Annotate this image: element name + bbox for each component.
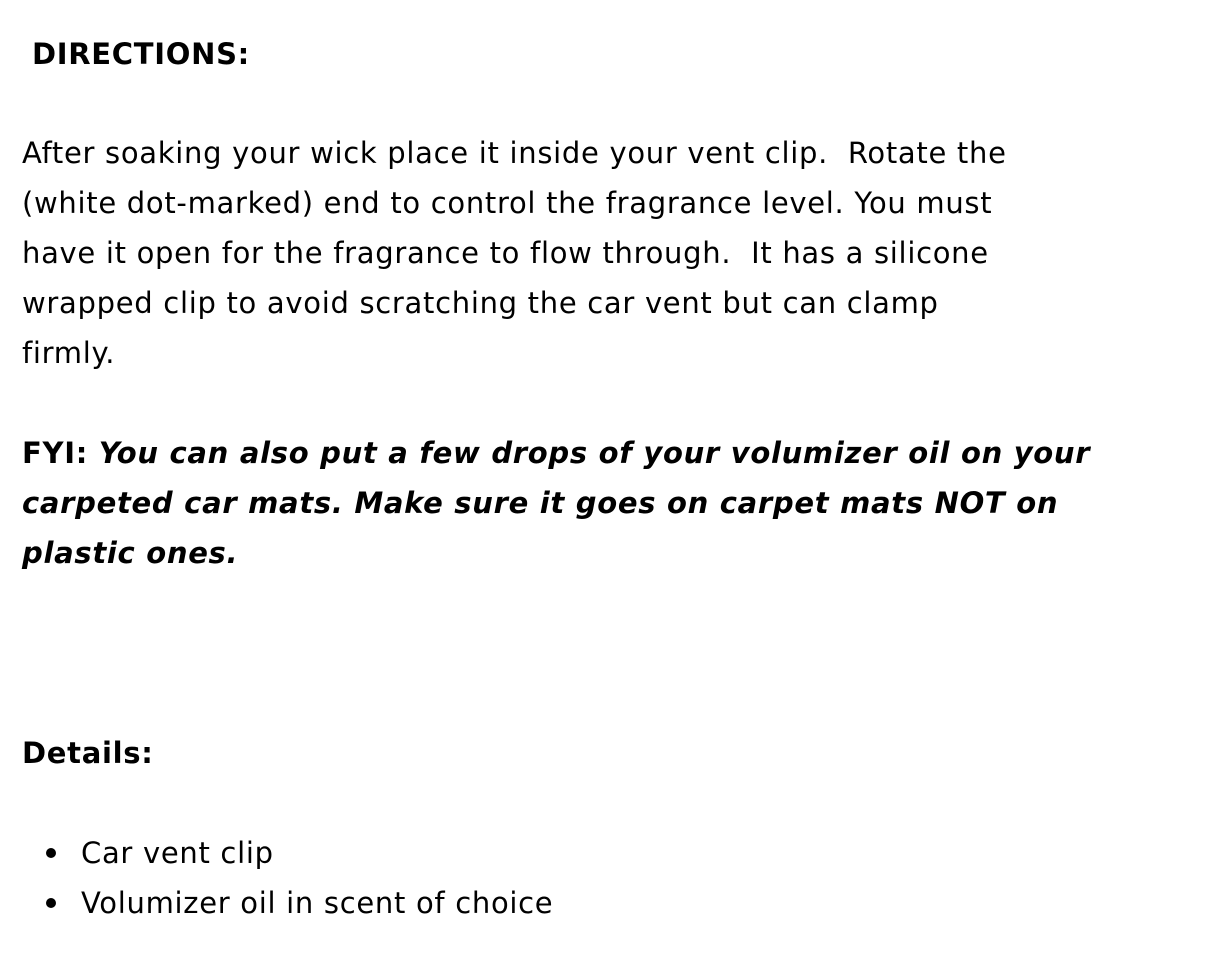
fyi-line: plastic ones.	[22, 536, 239, 570]
details-heading: Details:	[22, 736, 154, 770]
details-list	[22, 828, 553, 928]
directions-line: (white dot-marked) end to control the fragrance level. You must	[22, 186, 993, 220]
fyi-line: carpeted car mats. Make sure it goes on carpet mats NOT on	[22, 486, 1059, 520]
list-item-text: Car vent clip	[81, 836, 274, 870]
directions-line: After soaking your wick place it inside your vent clip. Rotate the	[22, 136, 1007, 170]
fyi-paragraph	[22, 428, 1091, 578]
list-item	[22, 878, 553, 928]
fyi-line	[22, 428, 1091, 478]
directions-paragraph	[22, 128, 1032, 378]
fyi-label: FYI:	[22, 436, 88, 470]
directions-heading: DIRECTIONS:	[32, 37, 250, 71]
list-item	[22, 828, 553, 878]
bullet-icon	[46, 898, 56, 908]
bullet-icon	[46, 848, 56, 858]
directions-line: wrapped clip to avoid scratching the car vent but can clamp	[22, 286, 939, 320]
directions-line: have it open for the fragrance to flow through. It has a silicone	[22, 236, 989, 270]
list-item-text: Volumizer oil in scent of choice	[81, 886, 554, 920]
directions-line: firmly.	[22, 336, 116, 370]
fyi-text: You can also put a few drops of your volumizer oil on your	[88, 436, 1091, 470]
